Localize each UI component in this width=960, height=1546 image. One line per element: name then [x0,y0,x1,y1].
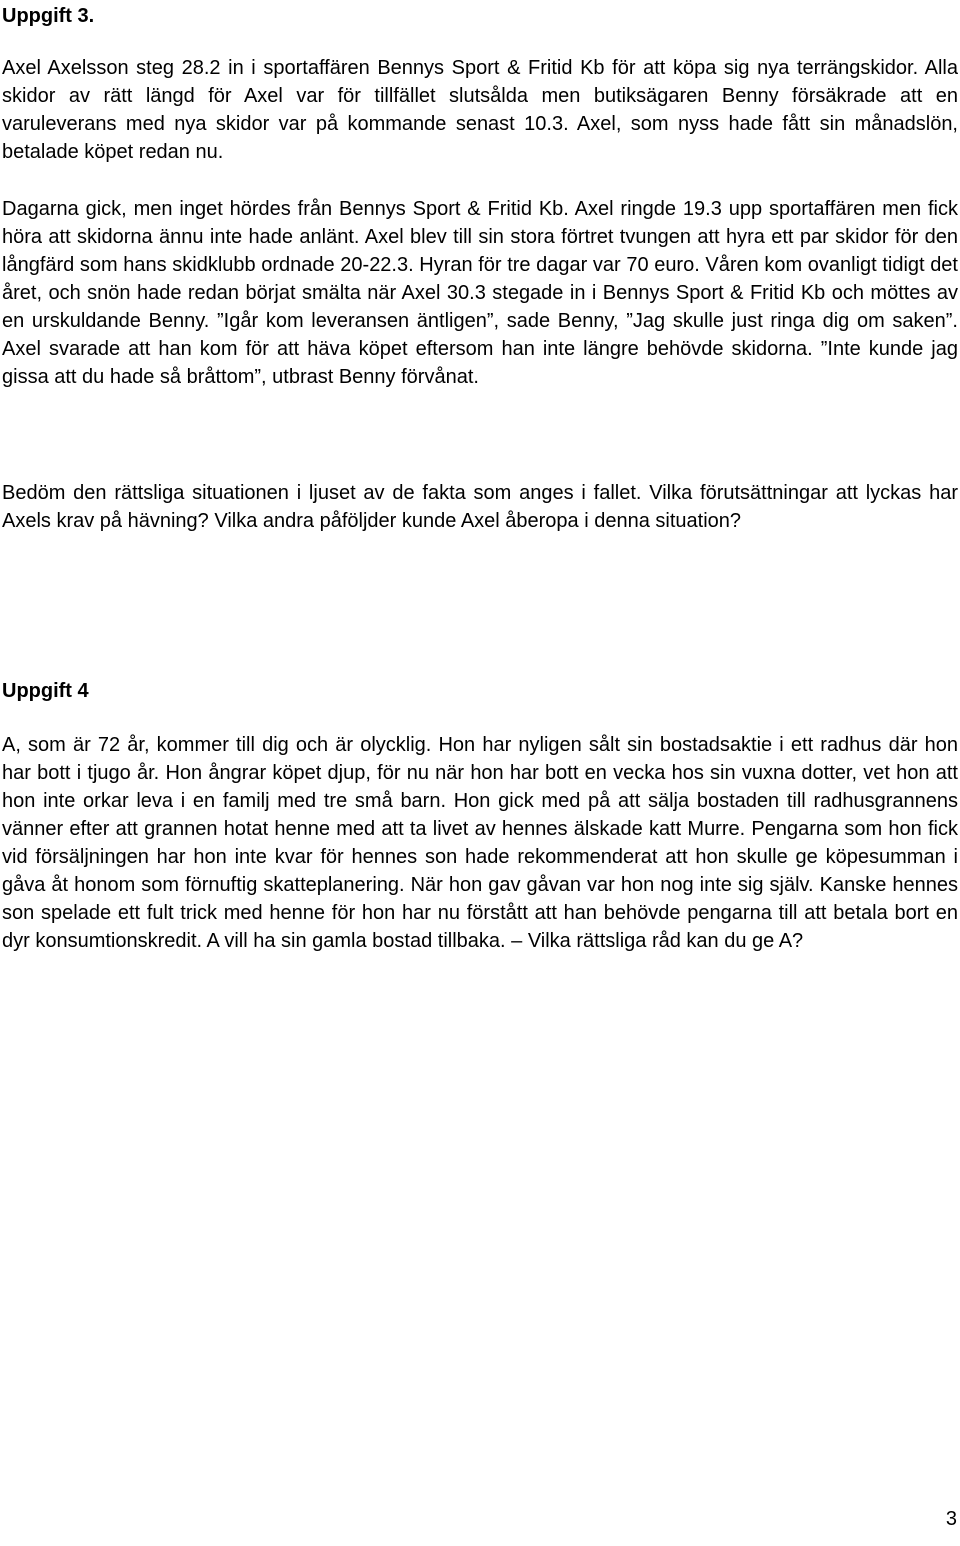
section-title-uppgift-3: Uppgift 3. [2,5,95,27]
section-title-uppgift-4: Uppgift 4 [2,680,89,702]
paragraph-case-description: Axel Axelsson steg 28.2 in i sportaffären Bennys Sport & Fritid Kb för att köpa sig nya terrängskidor. Alla skidor av rätt längd för Axel var för tillfället slutsålda men butiksägaren Benny försäkrade att en varuleverans med nya skidor var på kommande senast 10.3. Axel, som nyss hade fått sin månadslön, betalade köpet redan nu. [2,57,958,163]
paragraph-case-a: A, som är 72 år, kommer till dig och är olycklig. Hon har nyligen sålt sin bostadsaktie i ett radhus där hon har bott i tjugo år. Hon ångrar köpet djup, för nu när hon har bott en vecka hos sin vuxna dotter, vet hon att hon inte orkar leva i en familj med tre små barn. Hon gick med på att sälja bostaden till radhusgrannens vänner efter att grannen hotat henne med att ta livet av hennes älskade katt Murre. Pengarna som hon fick vid försäljningen har hon inte kvar för hennes son hade rekommenderat att hon skulle ge köpesumman i gåva åt honom som förnuftig skatteplanering. När hon gav gåvan var hon nog inte sig själv. Kanske hennes son spelade ett fult trick med henne för hon har nu förstått att han behövde pengarna till att betala bort en dyr konsumtionskredit. A vill ha sin gamla bostad tillbaka. – Vilka rättsliga råd kan du ge A? [2,734,958,952]
paragraph-case-continued: Dagarna gick, men inget hördes från Bennys Sport & Fritid Kb. Axel ringde 19.3 upp sportaffären men fick höra att skidorna ännu inte hade anlänt. Axel blev till sin stora förtret tvungen att hyra ett par skidor för den långfärd som hans skidklubb ordnade 20-22.3. Hyran för tre dagar var 70 euro. Våren kom ovanligt tidigt det året, och snön hade redan börjat smälta när Axel 30.3 stegade in i Bennys Sport & Fritid Kb och möttes av en urskuldande Benny. ”Igår kom leveransen äntligen”, sade Benny, ”Jag skulle just ringa dig om saken”. Axel svarade att han kom för att häva köpet eftersom han inte längre behövde skidorna. ”Inte kunde jag gissa att du hade så bråttom”, utbrast Benny förvånat. [2,198,958,388]
page-number: 3 [945,1508,957,1530]
paragraph-question: Bedöm den rättsliga situationen i ljuset av de fakta som anges i fallet. Vilka förutsättningar att lyckas har Axels krav på hävning? Vilka andra påföljder kunde Axel åberopa i denna situation? [2,482,958,532]
